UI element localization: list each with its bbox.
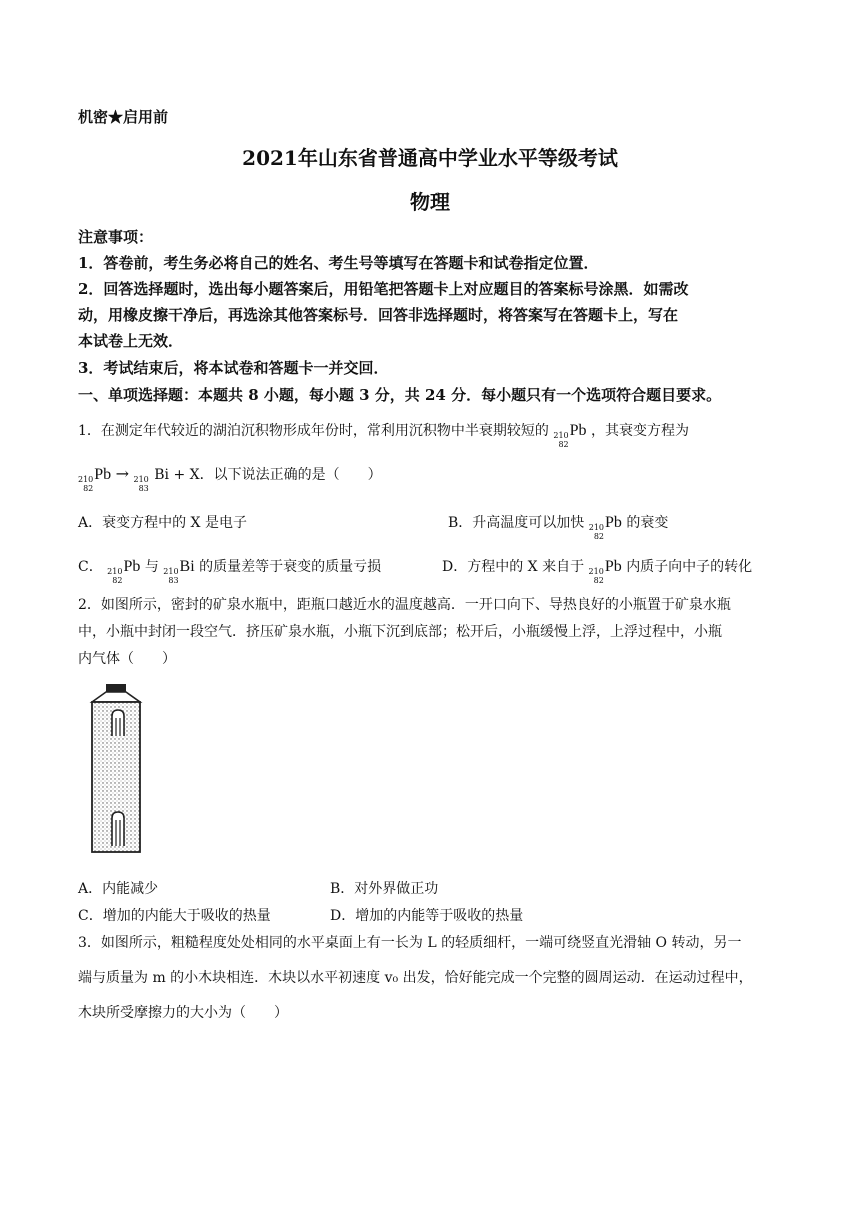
- bottle-cap: [106, 684, 126, 692]
- q1-stem-a: 1．在测定年代较近的湖泊沉积物形成年份时，常利用沉积物中半衰期较短的: [78, 423, 549, 439]
- q1-stem-line-1: [78, 420, 689, 449]
- q2-line-1: 2．如图所示，密封的矿泉水瓶中，距瓶口越近水的温度越高．一开口向下、导热良好的小瓶置于矿泉水瓶: [78, 597, 731, 613]
- note-2-line-2: 动，用橡皮擦干净后，再选涂其他答案标号．回答非选择题时，将答案写在答题卡上，写在: [78, 306, 679, 324]
- vial-top: [112, 710, 124, 736]
- q1-option-b: B．升高温度可以加快 210 82 Pb 的衰变: [448, 514, 669, 541]
- confidential-label: 机密★启用前: [78, 108, 169, 126]
- pb-nuclide: 210 82 Pb: [553, 422, 587, 449]
- pb-nuclide-c: 210 82 Pb: [107, 558, 141, 585]
- q3-line-1: 3．如图所示，粗糙程度处处相同的水平桌面上有一长为 L 的轻质细杆，一端可绕竖直光滑轴 O 转动，另一: [78, 935, 742, 951]
- section-1-heading: 一、单项选择题：本题共 8 小题，每小题 3 分，共 24 分．每小题只有一个选项符合题目要求。: [78, 386, 722, 404]
- q1-option-d: D．方程中的 X 来自于 210 82 Pb 内质子向中子的转化: [442, 558, 753, 585]
- note-2-line-1: 2．回答选择题时，选出每小题答案后，用铅笔把答题卡上对应题目的答案标号涂黑．如需改: [78, 280, 689, 298]
- bi-nuclide-c: 210 83 Bi: [163, 558, 195, 585]
- bottle-figure: [78, 678, 158, 864]
- exam-title: 2021年山东省普通高中学业水平等级考试: [242, 146, 618, 170]
- q1-stem-b: ，其衰变方程为: [591, 423, 689, 439]
- q2-line-3: 内气体（ ）: [78, 651, 176, 667]
- subject-title: 物理: [410, 190, 450, 214]
- q2-line-2: 中，小瓶中封闭一段空气．挤压矿泉水瓶，小瓶下沉到底部；松开后，小瓶缓慢上浮，上浮过程中，小瓶: [78, 624, 722, 640]
- note-1: 1．答卷前，考生务必将自己的姓名、考生号等填写在答题卡和试卷指定位置．: [78, 254, 599, 272]
- decay-arrow: →: [115, 464, 130, 483]
- note-3: 3．考试结束后，将本试卷和答题卡一并交回．: [78, 359, 389, 377]
- q3-line-2: 端与质量为 m 的小木块相连．木块以水平初速度 v₀ 出发，恰好能完成一个完整的圆周运动．在运动过程中，: [78, 970, 753, 986]
- q1-equation-line: [78, 464, 382, 493]
- vial-bottom: [112, 812, 124, 846]
- mineral-water-bottle-diagram: [78, 678, 158, 860]
- q2-option-c: C．增加的内能大于吸收的热量: [78, 908, 271, 924]
- pb-nuclide-eq: 210 82 Pb: [78, 466, 112, 493]
- pb-nuclide-d: 210 82 Pb: [588, 558, 622, 585]
- q1-option-a: A．衰变方程中的 X 是电子: [78, 515, 247, 531]
- q1-option-c: C． 210 82 Pb 与 210 83 Bi 的质量差等于衰变的质量亏损: [78, 558, 382, 585]
- note-2-line-3: 本试卷上无效．: [78, 332, 184, 350]
- q1-equation-tail: Bi + X．以下说法正确的是（ ）: [154, 467, 382, 483]
- pb-nuclide-b: 210 82 Pb: [588, 514, 622, 541]
- notes-heading: 注意事项：: [78, 228, 154, 246]
- q2-option-b: B．对外界做正功: [330, 881, 439, 897]
- q2-option-a: A．内能减少: [78, 881, 159, 897]
- bi-nuclide-eq: 210 83: [133, 475, 149, 493]
- q3-line-3: 木块所受摩擦力的大小为（ ）: [78, 1005, 288, 1021]
- bottle-shoulder: [92, 692, 140, 702]
- q2-option-d: D．增加的内能等于吸收的热量: [330, 908, 524, 924]
